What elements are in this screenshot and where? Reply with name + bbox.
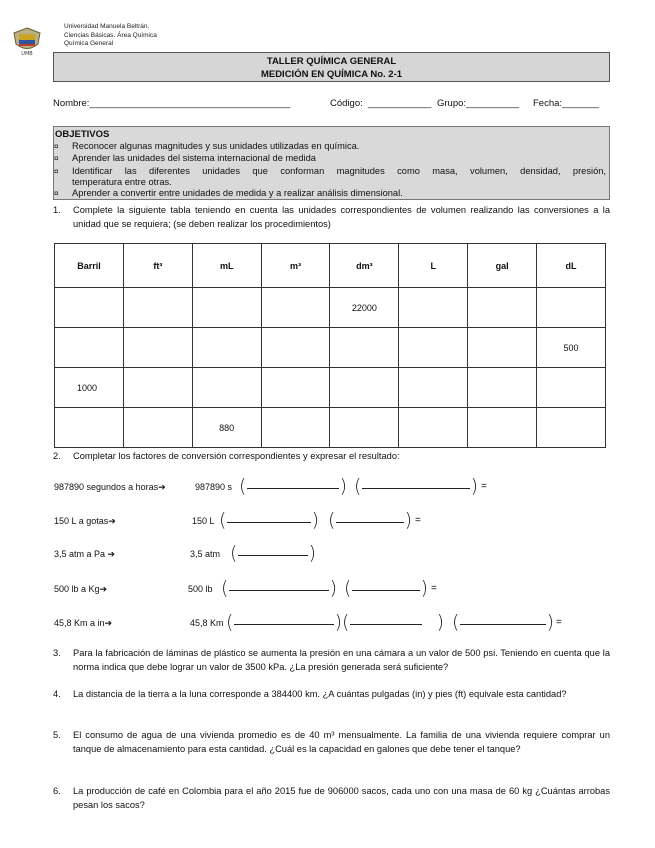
conversion-factor-blank[interactable]: ( ) <box>344 577 428 599</box>
table-cell[interactable] <box>123 328 192 368</box>
conversion-factor-blank[interactable]: ( ) <box>219 509 319 531</box>
table-cell[interactable] <box>537 408 606 448</box>
table-cell[interactable] <box>537 368 606 408</box>
question-5 <box>53 728 610 756</box>
column-header: m³ <box>261 244 330 288</box>
objective-item: ¤ Reconocer algunas magnitudes y sus unidades utilizadas en química. <box>54 141 360 151</box>
table-row <box>55 288 606 328</box>
objectives-title: OBJETIVOS <box>55 129 110 140</box>
table-cell[interactable] <box>55 408 124 448</box>
table-cell[interactable] <box>330 328 399 368</box>
conversion-value: 500 lb <box>188 584 213 594</box>
question-text: Complete la siguiente tabla teniendo en cuenta las unidades correspondientes de volumen realizando las conversiones a la unidad que se requiera; (se deben realizar los procedimientos) <box>73 205 610 229</box>
table-cell[interactable] <box>192 288 261 328</box>
table-cell[interactable] <box>261 328 330 368</box>
conversion-factor-blank[interactable]: ( ) <box>221 577 337 599</box>
conversion-factor-blank[interactable]: ( ) <box>230 542 316 564</box>
institution-line: Química General <box>64 40 114 47</box>
question-text: Para la fabricación de láminas de plástico se aumenta la presión en una cámara a un valor de 500 psi. Teniendo en cuenta que la norma indica que debe lograr un valor de 3500 kPa. ¿La presión generada será suficiente? <box>73 648 610 672</box>
table-cell[interactable] <box>399 328 468 368</box>
logo-text: UMB <box>21 51 33 56</box>
table-row <box>55 368 606 408</box>
question-number: 4. <box>53 689 61 699</box>
conversion-factor-blank[interactable]: ( ) <box>452 611 554 633</box>
grupo-field[interactable]: Grupo:__________ <box>437 98 519 109</box>
conversion-label: 150 L a gotas➔ <box>54 516 116 526</box>
conversion-value: 3,5 atm <box>190 549 221 559</box>
table-cell[interactable] <box>537 288 606 328</box>
institution-info <box>64 23 157 49</box>
question-4 <box>53 687 610 701</box>
conversion-factor-blank[interactable]: ( ) <box>354 475 478 497</box>
table-cell[interactable] <box>468 328 537 368</box>
column-header: dL <box>537 244 606 288</box>
conversion-label: 987890 segundos a horas➔ <box>54 482 166 492</box>
objective-item: ¤ Identificar las diferentes unidades que conforman magnitudes como masa, volumen, densidad, presión, <box>54 166 606 176</box>
table-cell[interactable] <box>55 288 124 328</box>
table-cell[interactable]: 500 <box>537 328 606 368</box>
page-subtitle: MEDICIÓN EN QUÍMICA No. 2-1 <box>260 69 403 80</box>
table-cell[interactable] <box>261 288 330 328</box>
codigo-field[interactable]: Código: ____________ <box>330 98 432 109</box>
page-title: TALLER QUÍMICA GENERAL <box>266 56 397 67</box>
table-cell[interactable] <box>261 408 330 448</box>
question-text: El consumo de agua de una vivienda promedio es de 40 m³ mensualmente. La familia de una vivienda requiere comprar un tanque de almacenamiento para esta cantidad. ¿Cuál es la capacidad en galones que debe tener el tanque? <box>73 730 610 754</box>
table-row <box>55 328 606 368</box>
bullet-icon: ¤ <box>54 142 59 151</box>
conversion-value: 150 L <box>192 516 215 526</box>
objective-item: ¤ Aprender las unidades del sistema internacional de medida <box>54 153 316 163</box>
conversion-label: 3,5 atm a Pa ➔ <box>54 549 116 559</box>
table-header-row <box>55 244 606 288</box>
conversion-factor-blank[interactable]: ( ) <box>239 475 347 497</box>
conversion-factor-blank[interactable]: ( ) <box>342 611 444 633</box>
volume-conversion-table <box>54 243 606 448</box>
conversion-label: 45,8 Km a in➔ <box>54 618 113 628</box>
question-text: Completar los factores de conversión correspondientes y expresar el resultado: <box>73 451 400 461</box>
question-number: 2. <box>53 451 61 461</box>
column-header: gal <box>468 244 537 288</box>
bullet-icon: ¤ <box>54 154 59 163</box>
table-cell[interactable] <box>399 288 468 328</box>
title-box <box>53 52 610 82</box>
question-3 <box>53 646 610 674</box>
table-cell[interactable] <box>192 368 261 408</box>
objective-item: ¤ Aprender a convertir entre unidades de medida y a realizar análisis dimensional. <box>54 188 403 198</box>
question-text: La producción de café en Colombia para el año 2015 fue de 906000 sacos, cada uno con una masa de 60 kg ¿Cuántas arrobas pesan los sacos? <box>73 786 610 810</box>
table-cell[interactable]: 1000 <box>55 368 124 408</box>
fecha-field[interactable]: Fecha:_______ <box>533 98 600 109</box>
university-logo <box>10 26 44 56</box>
column-header: mL <box>192 244 261 288</box>
question-number: 1. <box>53 205 61 215</box>
question-number: 3. <box>53 648 61 658</box>
table-cell[interactable] <box>55 328 124 368</box>
objective-item-continuation: temperatura entre otras. <box>72 177 172 187</box>
table-cell[interactable]: 22000 <box>330 288 399 328</box>
conversion-label: 500 lb a Kg➔ <box>54 584 108 594</box>
table-cell[interactable] <box>123 408 192 448</box>
equals-sign: = <box>431 583 437 594</box>
conversion-factor-blank[interactable]: ( ) <box>328 509 412 531</box>
table-cell[interactable] <box>123 368 192 408</box>
bullet-icon: ¤ <box>54 189 59 198</box>
column-header: Barril <box>55 244 124 288</box>
institution-line: Universidad Manuela Beltrán. <box>64 23 150 30</box>
bullet-icon: ¤ <box>54 167 59 176</box>
table-cell[interactable] <box>399 408 468 448</box>
column-header: ft³ <box>123 244 192 288</box>
institution-line: Ciencias Básicas. Área Química <box>64 31 157 39</box>
question-1 <box>53 203 610 231</box>
question-6 <box>53 784 610 812</box>
question-number: 6. <box>53 786 61 796</box>
table-cell[interactable] <box>468 368 537 408</box>
conversion-value: 987890 s <box>195 482 233 492</box>
table-cell[interactable] <box>468 408 537 448</box>
nombre-field[interactable]: Nombre:______________________________________ <box>53 98 291 109</box>
table-cell[interactable] <box>468 288 537 328</box>
table-cell[interactable]: 880 <box>192 408 261 448</box>
equals-sign: = <box>415 515 421 526</box>
table-cell[interactable] <box>192 328 261 368</box>
equals-sign: = <box>556 617 562 628</box>
equals-sign: = <box>481 481 487 492</box>
question-number: 5. <box>53 730 61 740</box>
question-2 <box>53 449 610 463</box>
column-header: dm³ <box>330 244 399 288</box>
table-row <box>55 408 606 448</box>
table-cell[interactable] <box>330 408 399 448</box>
table-cell[interactable] <box>399 368 468 408</box>
table-cell[interactable] <box>123 288 192 328</box>
table-cell[interactable] <box>330 368 399 408</box>
question-text: La distancia de la tierra a la luna corresponde a 384400 km. ¿A cuántas pulgadas (in) y pies (ft) equivale esta cantidad? <box>73 689 567 699</box>
table-cell[interactable] <box>261 368 330 408</box>
column-header: L <box>399 244 468 288</box>
conversion-value: 45,8 Km <box>190 618 224 628</box>
conversion-factor-blank[interactable]: ( ) <box>226 611 342 633</box>
